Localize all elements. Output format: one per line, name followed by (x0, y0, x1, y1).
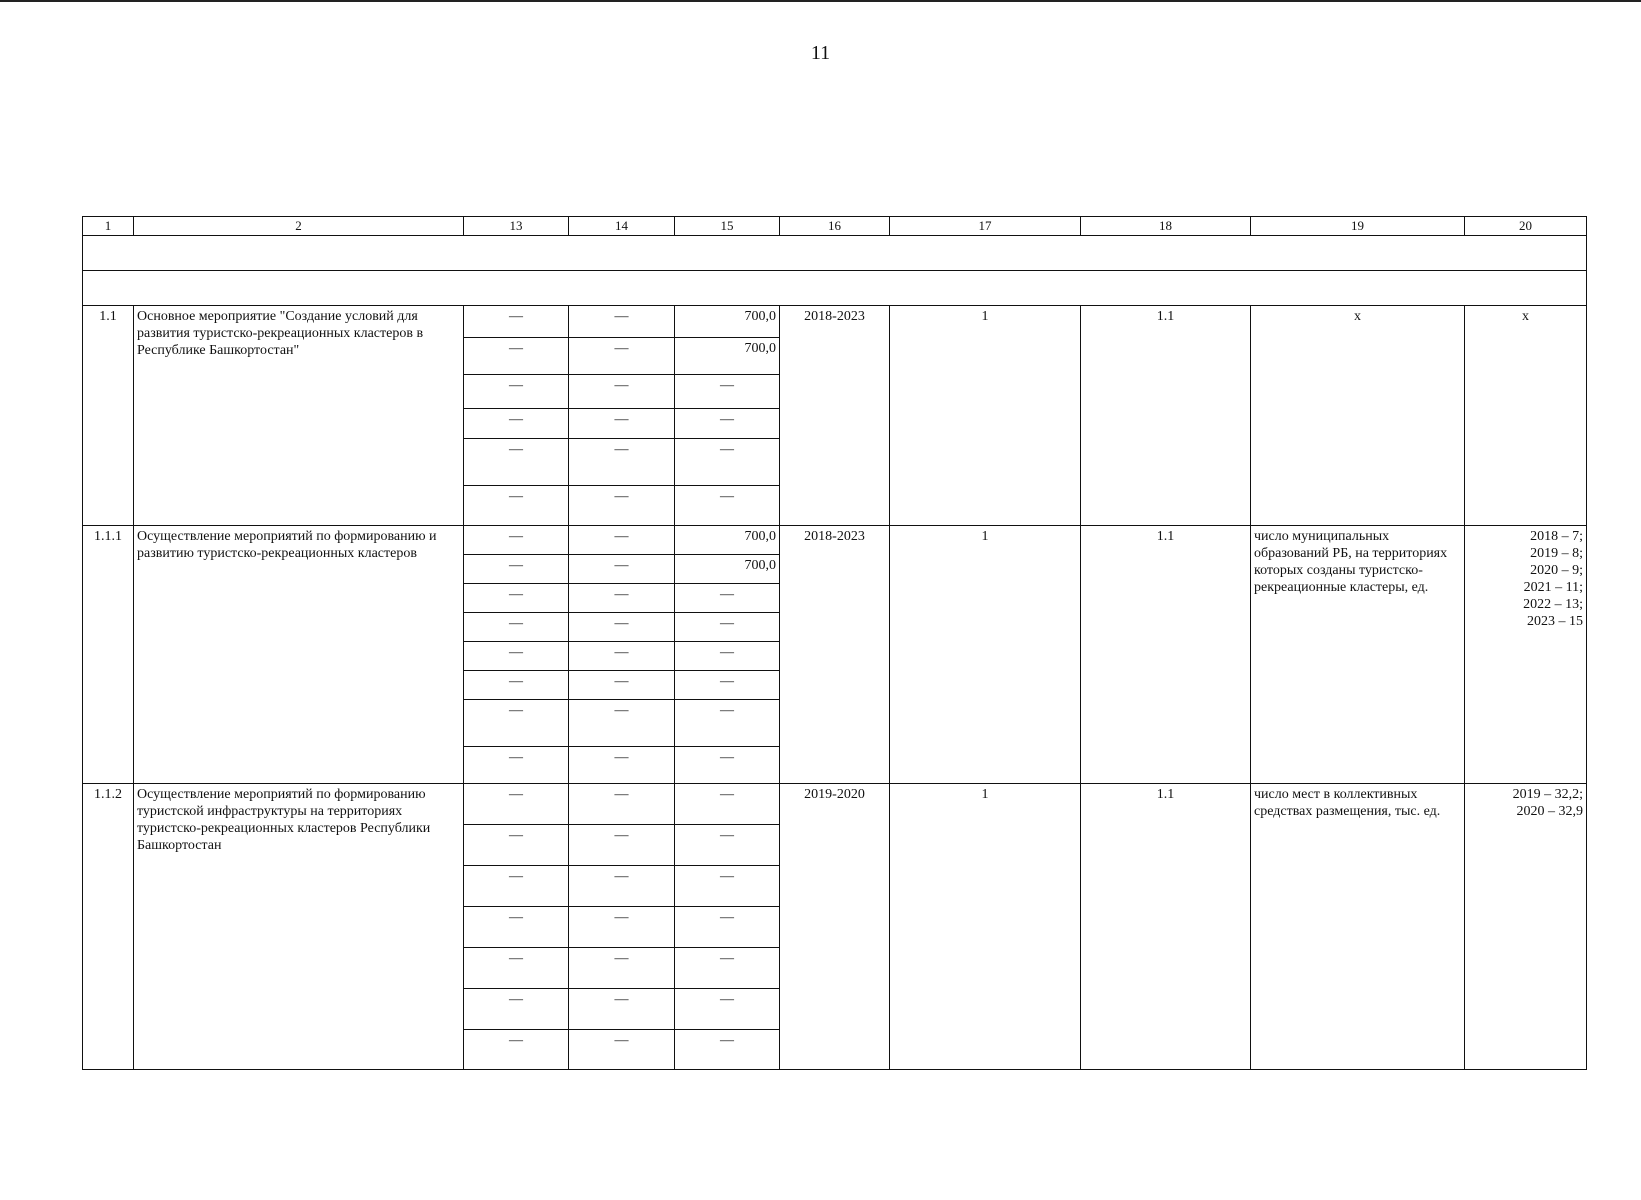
dash-cell: — (569, 409, 675, 439)
dash-cell: — (569, 306, 675, 338)
dash-cell: — (464, 948, 569, 989)
col17-cell: 1 (890, 526, 1081, 784)
dash-cell: — (569, 584, 675, 613)
dash-cell: — (464, 747, 569, 784)
dash-cell: — (675, 784, 780, 825)
indicator-value: 2019 – 8; (1530, 546, 1583, 562)
dash-cell: — (464, 409, 569, 439)
dash-cell: — (675, 948, 780, 989)
header-row (83, 217, 1587, 236)
indicator-value: 2019 – 32,2; (1512, 787, 1583, 802)
row-id: 1.1.1 (83, 526, 134, 784)
indicator-value: 2021 – 11; (1523, 580, 1583, 596)
dash-cell: — (675, 1030, 780, 1070)
dash-cell: — (464, 784, 569, 825)
dash-cell: — (675, 584, 780, 613)
dash-cell: — (464, 989, 569, 1030)
header-cell: 14 (569, 217, 675, 236)
dash-cell: — (569, 526, 675, 555)
dash-cell: — (569, 642, 675, 671)
dash-cell: — (569, 555, 675, 584)
amount-cell: 700,0 (675, 306, 780, 338)
period-cell: 2018-2023 (780, 306, 890, 526)
amount-cell: 700,0 (675, 526, 780, 555)
dash-cell: — (569, 866, 675, 907)
amount-cell: 700,0 (675, 338, 780, 375)
dash-cell: — (675, 825, 780, 866)
indicator-cell: число муниципальных образований РБ, на территориях которых созданы туристско-рекреационные кластеры, ед. (1251, 526, 1465, 784)
dash-cell: — (569, 825, 675, 866)
dash-cell: — (569, 907, 675, 948)
indicator-value: 2022 – 13; (1523, 597, 1583, 613)
indicator-value: 2018 – 7; (1530, 529, 1583, 544)
dash-cell: — (675, 486, 780, 526)
header-cell: 16 (780, 217, 890, 236)
dash-cell: — (675, 747, 780, 784)
row-name: Основное мероприятие "Создание условий для развития туристско-рекреационных кластеров в Республике Башкортостан" (134, 306, 464, 526)
table-row (83, 784, 1587, 825)
page-number: 11 (810, 42, 831, 64)
dash-cell: — (569, 747, 675, 784)
dash-cell: — (464, 907, 569, 948)
indicator-values-cell: х (1465, 306, 1587, 526)
dash-cell: — (675, 375, 780, 409)
indicator-cell: число мест в коллективных средствах размещения, тыс. ед. (1251, 784, 1465, 1070)
dash-cell: — (569, 439, 675, 486)
dash-cell: — (464, 825, 569, 866)
dash-cell: — (569, 613, 675, 642)
col17-cell: 1 (890, 306, 1081, 526)
col18-cell: 1.1 (1081, 306, 1251, 526)
amount-cell: 700,0 (675, 555, 780, 584)
col18-cell: 1.1 (1081, 526, 1251, 784)
dash-cell: — (569, 1030, 675, 1070)
header-cell: 19 (1251, 217, 1465, 236)
dash-cell: — (675, 989, 780, 1030)
empty-row (83, 271, 1587, 306)
dash-cell: — (464, 1030, 569, 1070)
row-id: 1.1.2 (83, 784, 134, 1070)
header-cell: 1 (83, 217, 134, 236)
dash-cell: — (675, 671, 780, 700)
period-cell: 2019-2020 (780, 784, 890, 1070)
dash-cell: — (675, 866, 780, 907)
indicator-value: 2023 – 15 (1527, 614, 1583, 630)
dash-cell: — (675, 907, 780, 948)
header-cell: 18 (1081, 217, 1251, 236)
indicator-value: 2020 – 32,9 (1516, 804, 1583, 820)
empty-row (83, 236, 1587, 271)
dash-cell: — (569, 338, 675, 375)
dash-cell: — (464, 700, 569, 747)
header-cell: 17 (890, 217, 1081, 236)
period-cell: 2018-2023 (780, 526, 890, 784)
indicator-values-cell (1465, 784, 1587, 1070)
dash-cell: — (464, 613, 569, 642)
col18-cell: 1.1 (1081, 784, 1251, 1070)
dash-cell: — (464, 526, 569, 555)
indicator-cell: х (1251, 306, 1465, 526)
dash-cell: — (569, 989, 675, 1030)
header-cell: 15 (675, 217, 780, 236)
table-row (83, 526, 1587, 555)
dash-cell: — (464, 338, 569, 375)
dash-cell: — (569, 375, 675, 409)
dash-cell: — (464, 439, 569, 486)
dash-cell: — (569, 784, 675, 825)
dash-cell: — (569, 671, 675, 700)
program-table (82, 216, 1587, 1070)
indicator-value: 2020 – 9; (1530, 563, 1583, 579)
dash-cell: — (464, 555, 569, 584)
dash-cell: — (464, 486, 569, 526)
row-name: Осуществление мероприятий по формированию и развитию туристско-рекреационных кластеров (134, 526, 464, 784)
header-cell: 13 (464, 217, 569, 236)
dash-cell: — (464, 671, 569, 700)
dash-cell: — (464, 306, 569, 338)
dash-cell: — (464, 642, 569, 671)
dash-cell: — (569, 700, 675, 747)
dash-cell: — (464, 375, 569, 409)
indicator-values-cell (1465, 526, 1587, 784)
header-cell: 20 (1465, 217, 1587, 236)
top-border-line (0, 0, 1641, 2)
dash-cell: — (569, 486, 675, 526)
dash-cell: — (675, 409, 780, 439)
row-id: 1.1 (83, 306, 134, 526)
dash-cell: — (675, 700, 780, 747)
dash-cell: — (675, 439, 780, 486)
dash-cell: — (675, 613, 780, 642)
dash-cell: — (464, 584, 569, 613)
dash-cell: — (464, 866, 569, 907)
header-cell: 2 (134, 217, 464, 236)
dash-cell: — (569, 948, 675, 989)
table-row (83, 306, 1587, 338)
row-name: Осуществление мероприятий по формированию туристской инфраструктуры на территориях туристско-рекреационных кластеров Республики Башкортостан (134, 784, 464, 1070)
col17-cell: 1 (890, 784, 1081, 1070)
dash-cell: — (675, 642, 780, 671)
